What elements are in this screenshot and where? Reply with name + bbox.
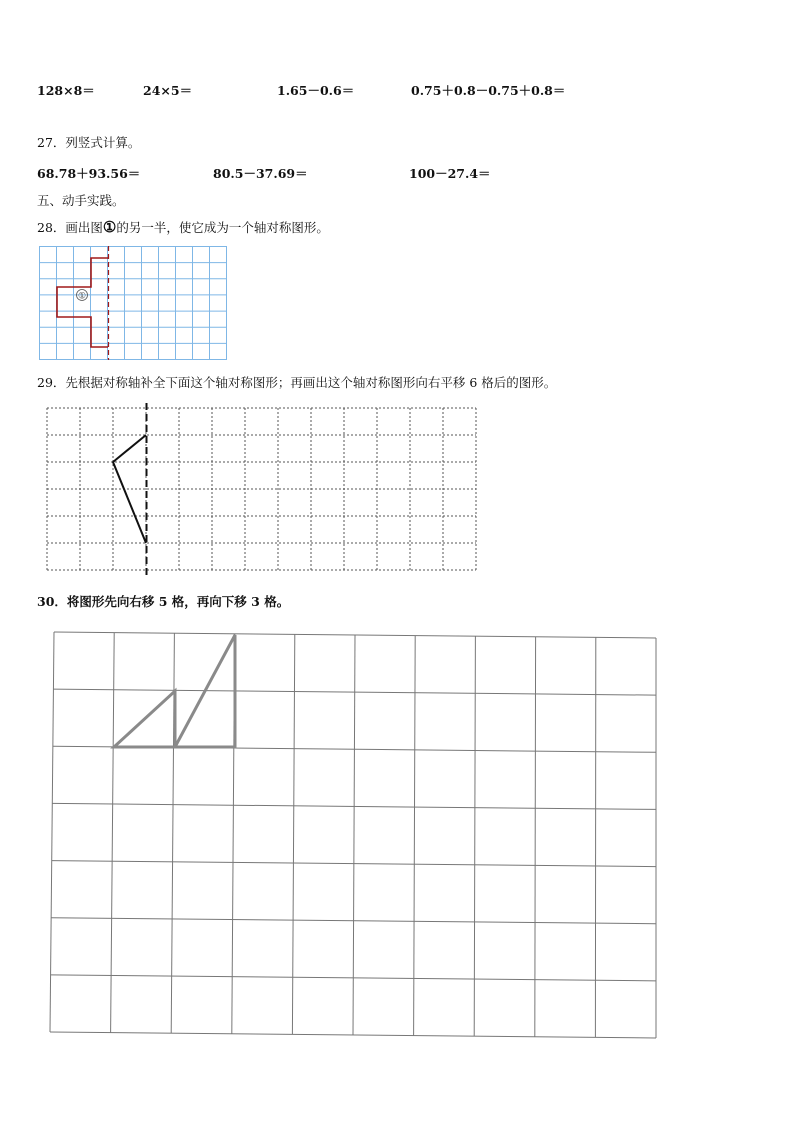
- q27-expr-1: 68.78＋93.56＝: [37, 166, 141, 181]
- q27-expr-2: 80.5－37.69＝: [213, 166, 308, 181]
- q30-grid-vline: [535, 637, 536, 1037]
- q26-expr-3: 1.65－0.6＝: [277, 83, 355, 98]
- q26-expr-4: 0.75＋0.8－0.75＋0.8＝: [411, 83, 566, 98]
- q30-grid-vline: [111, 633, 115, 1033]
- q30-question: 30．将图形先向右移 5 格，再向下移 3 格。: [37, 594, 290, 609]
- q30-grid-vline: [50, 632, 54, 1032]
- q30-small-triangle: [114, 691, 175, 747]
- q28-grid: [39, 246, 229, 362]
- q30-grid-vline: [292, 634, 294, 1034]
- q28-text-before: 28．画出图: [37, 220, 103, 235]
- q30-grid-vline: [414, 636, 416, 1036]
- q28-figure-label: ①: [77, 291, 87, 302]
- q30-grid-lines: [50, 632, 656, 1038]
- q30-grid-vline: [474, 636, 475, 1036]
- q28-text-after: 的另一半，使它成为一个轴对称图形。: [116, 220, 329, 235]
- q28-grid-lines: [40, 247, 227, 360]
- q28-question: [37, 219, 329, 236]
- q30-grid-vline: [353, 635, 355, 1035]
- q27-title: 27．列竖式计算。: [37, 135, 141, 150]
- q30-grid: [48, 628, 663, 1048]
- q26-expr-1: 128×8＝: [37, 83, 95, 98]
- q29-question: 29．先根据对称轴补全下面这个轴对称图形；再画出这个轴对称图形向右平移 6 格后的图形。: [37, 375, 557, 390]
- q28-half-figure: [57, 258, 108, 347]
- q29-grid-lines: [47, 408, 476, 570]
- q29-grid: [44, 403, 484, 578]
- q27-expr-3: 100－27.4＝: [409, 166, 491, 181]
- q29-half-figure: [113, 435, 146, 543]
- section-heading: 五、动手实践。: [37, 193, 125, 208]
- q28-circled-number: ①: [102, 218, 117, 236]
- q26-expr-2: 24×5＝: [143, 83, 193, 98]
